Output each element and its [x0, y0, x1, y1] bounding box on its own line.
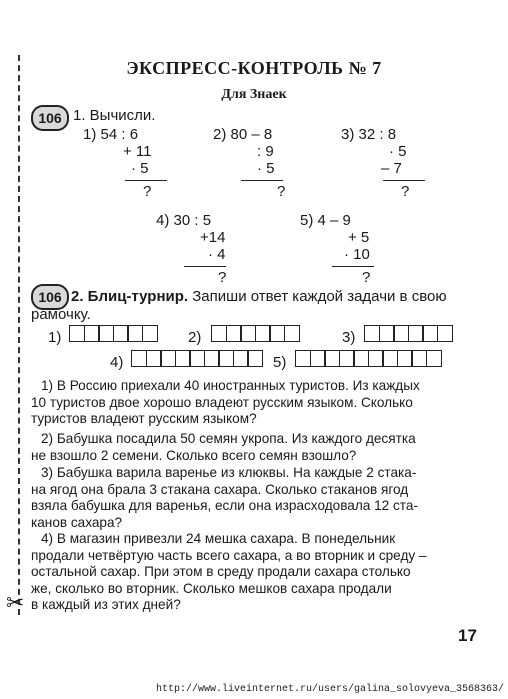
- chain-op: : 9: [257, 143, 274, 160]
- exercise1-heading: 1. Вычисли.: [73, 107, 156, 124]
- chain-label: 5): [300, 212, 314, 229]
- chain-op: · 5: [131, 160, 149, 177]
- chain-label: 1): [83, 126, 97, 143]
- chain-op: – 7: [381, 160, 402, 177]
- exercise2-heading-bold: 2. Блиц-турнир.: [71, 288, 189, 305]
- task-2: 2) Бабушка посадила 50 семян укропа. Из каждого десятка не взошло 2 семени. Сколько всего семян взошло?: [31, 431, 416, 463]
- task-4: 4) В магазин привезли 24 мешка сахара. В понедельник продали четвёртую часть всего сахара, а во вторник и среду – остальной сахар. При этом в среду продали сахара столько же, сколько во вторник. Сколько мешков сахара продали в каждый из этих дней?: [31, 531, 427, 612]
- footer-url[interactable]: http://www.liveinternet.ru/users/galina_solovyeva_3568363/: [155, 684, 504, 695]
- chain-3: [341, 126, 425, 200]
- chain-op: +14: [200, 229, 226, 246]
- chain-start: 54 : 6: [100, 126, 139, 143]
- answer-label-4: 4): [110, 354, 124, 371]
- chain-rule: [383, 180, 425, 181]
- page-title: ЭКСПРЕСС-КОНТРОЛЬ № 7: [126, 58, 382, 78]
- answer-label-3: 3): [342, 329, 356, 346]
- chain-op: · 5: [257, 160, 275, 177]
- chain-label: 2): [213, 126, 227, 143]
- exercise-badge: 106: [31, 284, 69, 310]
- answer-label-5: 5): [273, 354, 287, 371]
- chain-rule: [332, 266, 374, 267]
- chain-5: [300, 212, 374, 286]
- chain-start: 32 : 8: [358, 126, 397, 143]
- chain-rule: [241, 180, 283, 181]
- cut-line: [18, 55, 20, 615]
- answer-box-1[interactable]: [69, 325, 156, 342]
- chain-op: · 4: [208, 246, 226, 263]
- scissors-icon: ✂: [6, 590, 25, 615]
- chain-start: 30 : 5: [173, 212, 212, 229]
- chain-label: 3): [341, 126, 355, 143]
- page-number: 17: [458, 626, 477, 645]
- exercise2-heading: [71, 288, 447, 306]
- answer-label-1: 1): [48, 329, 62, 346]
- chain-start: 80 – 8: [230, 126, 273, 143]
- chain-2: [213, 126, 285, 200]
- chain-op: + 11: [123, 143, 152, 160]
- page-subtitle: Для Знаек: [221, 87, 287, 102]
- task-1: 1) В Россию приехали 40 иностранных туристов. Из каждых 10 туристов двое хорошо владеют русским языком. Сколько туристов владеют русским языком?: [31, 378, 420, 426]
- chain-op: + 5: [348, 229, 370, 246]
- answer-box-3[interactable]: [364, 325, 451, 342]
- answer-box-4[interactable]: [131, 350, 262, 367]
- chain-label: 4): [156, 212, 170, 229]
- chain-result: ?: [218, 269, 227, 286]
- chain-start: 4 – 9: [317, 212, 351, 229]
- chain-op: · 10: [344, 246, 370, 263]
- answer-box-5[interactable]: [295, 350, 440, 367]
- chain-1: [83, 126, 167, 200]
- chain-result: ?: [277, 183, 286, 200]
- answer-label-2: 2): [188, 329, 202, 346]
- chain-result: ?: [143, 183, 152, 200]
- answer-box-2[interactable]: [211, 325, 298, 342]
- exercise2-heading-rest: Запиши ответ каждой задачи в свою: [192, 288, 447, 305]
- chain-4: [156, 212, 226, 286]
- task-3: 3) Бабушка варила варенье из клюквы. На каждые 2 стака- на ягод она брала 3 стакана сахара. Сколько стаканов ягод взяла бабушка для варенья, если она израсходовала 12 ста- канов сахара?: [31, 465, 418, 530]
- exercise-badge: 106: [31, 105, 69, 131]
- chain-rule: [125, 180, 167, 181]
- chain-op: · 5: [389, 143, 407, 160]
- exercise2-heading-line2: рамочку.: [31, 306, 91, 323]
- chain-rule: [184, 266, 226, 267]
- chain-result: ?: [362, 269, 371, 286]
- chain-result: ?: [401, 183, 410, 200]
